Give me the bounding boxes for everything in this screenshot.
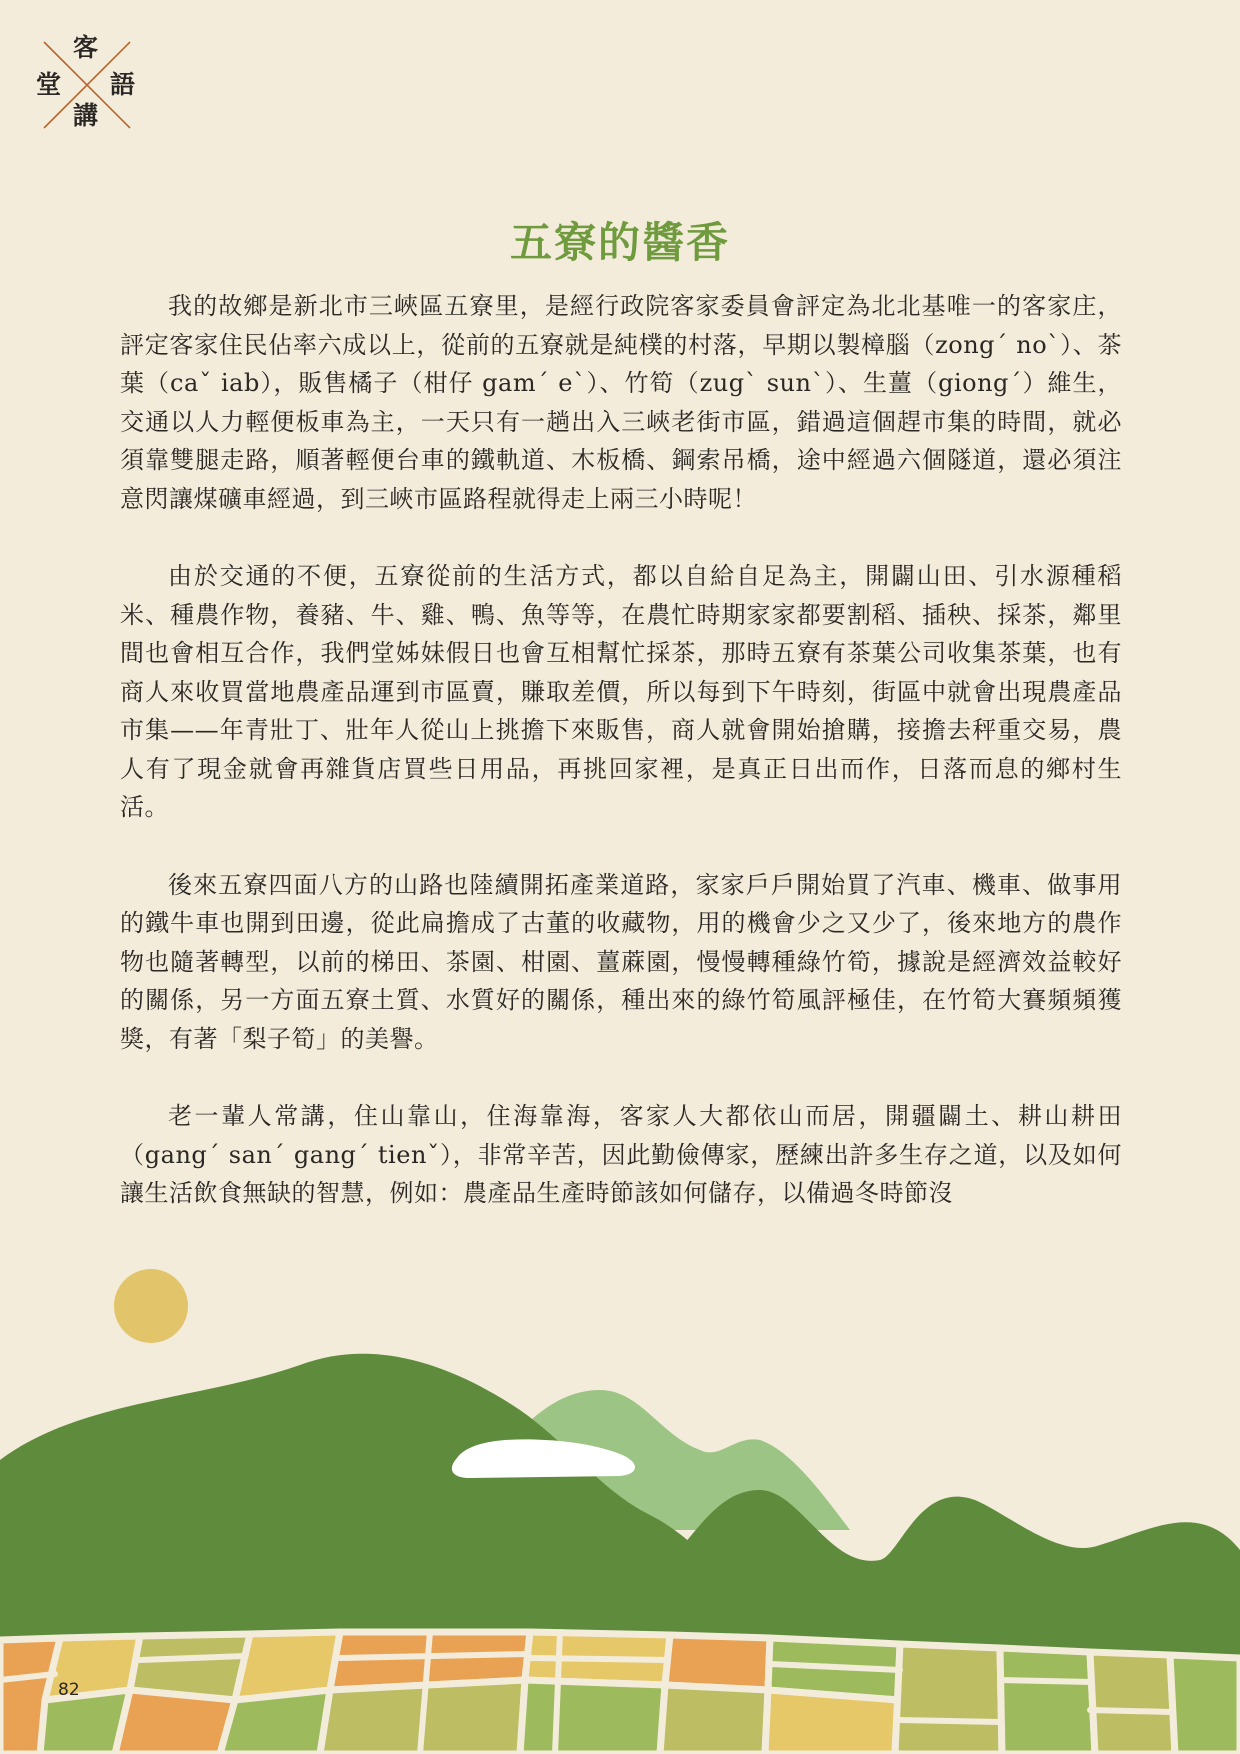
farm-field-patch: [1090, 1652, 1175, 1754]
field-boundary-line: [530, 1658, 668, 1660]
farm-field-patch: [765, 1690, 898, 1754]
farm-field-patch: [115, 1690, 235, 1754]
farm-fields: [0, 1632, 1240, 1754]
logo-char-ke: 客: [73, 33, 99, 62]
farm-field-patch: [1000, 1648, 1095, 1754]
field-boundary-line: [1090, 1710, 1172, 1712]
logo-char-tang: 堂: [36, 70, 62, 99]
article-title: 五寮的醬香: [509, 218, 730, 267]
farm-field-patch: [665, 1635, 770, 1690]
article-body: [120, 287, 1122, 1252]
paragraph-2: 由於交通的不便，五寮從前的生活方式，都以自給自足為主，開闢山田、引水源種稻米、種農作物，養豬、牛、雞、鴨、魚等等，在農忙時期家家都要割稻、插秧、採茶，鄰里間也會相互合作，我們堂姊妹假日也會互相幫忙採茶，那時五寮有茶葉公司收集茶葉，也有商人來收買當地農產品運到市區賣，賺取差價，所以每到下午時刻，街區中就會出現農產品市集——年青壯丁、壯年人從山上挑擔下來販售，商人就會開始搶購，接擔去秤重交易，農人有了現金就會再雜貨店買些日用品，再挑回家裡，是真正日出而作，日落而息的鄉村生活。: [120, 562, 1122, 821]
paragraph-4: 老一輩人常講，住山靠山，住海靠海，客家人大都依山而居，開疆闢土、耕山耕田（gangˊ sanˊ gangˊ tienˇ），非常辛苦，因此勤儉傳家，歷練出許多生存之道，以及如何讓生活飲食無缺的智慧，例如：農產品生產時節該如何儲存，以備過冬時節沒: [120, 1102, 1122, 1207]
landscape-illustration: [0, 1260, 1240, 1754]
farm-field-patch: [895, 1644, 1002, 1754]
logo-char-jiang: 講: [73, 101, 99, 130]
field-boundary-line: [900, 1720, 1000, 1722]
paragraph-3: 後來五寮四面八方的山路也陸續開拓產業道路，家家戶戶開始買了汽車、機車、做事用的鐵牛車也開到田邊，從此扁擔成了古董的收藏物，用的機會少之又少了，後來地方的農作物也隨著轉型，以前的梯田、茶園、柑園、薑蔴園，慢慢轉種綠竹筍，據說是經濟效益較好的關係，另一方面五寮土質、水質好的關係，種出來的綠竹筍風評極佳，在竹筍大賽頻頻獲獎，有著「梨子筍」的美譽。: [120, 870, 1122, 1053]
field-boundary-line: [340, 1654, 528, 1658]
field-boundary-line: [1000, 1680, 1092, 1682]
field-boundary-line: [140, 1656, 245, 1660]
farm-field-patch: [220, 1690, 330, 1754]
sun-icon: [114, 1269, 188, 1343]
farm-field-patch: [1170, 1655, 1240, 1754]
paragraph-1: 我的故鄉是新北市三峽區五寮里，是經行政院客家委員會評定為北北基唯一的客家庄，評定客家住民佔率六成以上，從前的五寮就是純樸的村落，早期以製樟腦（zongˊ noˋ）、茶葉（caˇ iab），販售橘子（柑仔 gamˊ eˋ）、竹筍（zugˋ sunˋ）、生薑（giongˊ）維生，交通以人力輕便板車為主，一天只有一趟出入三峽老街市區，錯過這個趕市集的時間，就必須靠雙腿走路，順著輕便台車的鐵軌道、木板橋、鋼索吊橋，途中經過六個隧道，還必須注意閃讓煤礦車經過，到三峽市區路程就得走上兩三小時呢！: [120, 292, 1122, 513]
farm-field-patch: [520, 1680, 665, 1754]
logo: [30, 30, 140, 140]
logo-char-yu: 語: [110, 70, 136, 99]
page-number: 82: [58, 1680, 80, 1700]
farm-field-patch: [660, 1685, 768, 1754]
